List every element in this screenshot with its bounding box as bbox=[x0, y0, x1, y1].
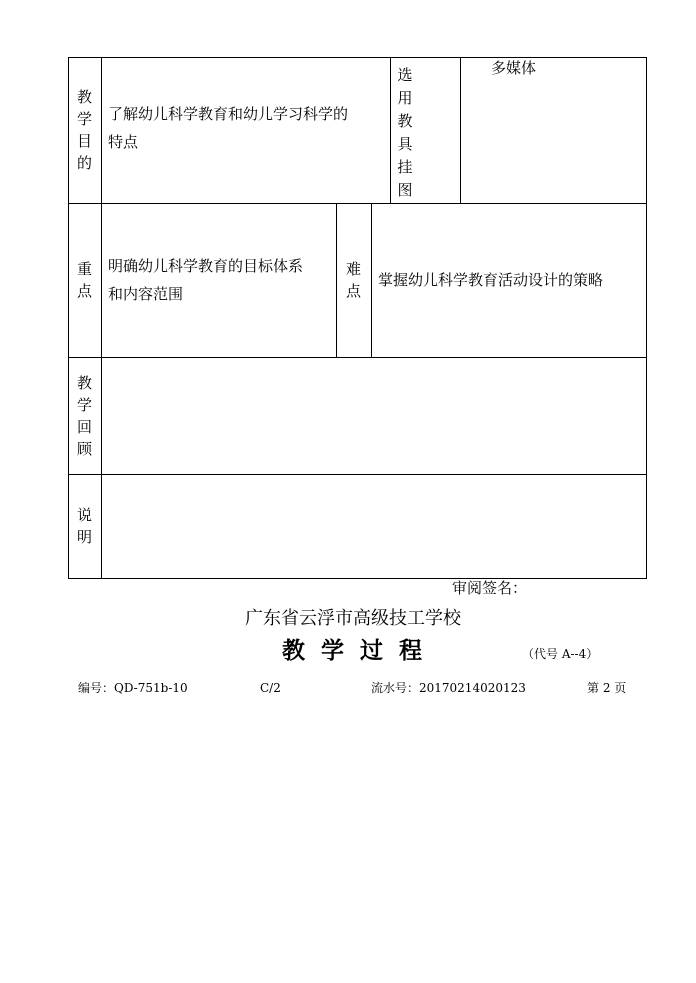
teaching-review-label: 教 学 回 顾 bbox=[76, 374, 92, 458]
difficulty-label: 难 点 bbox=[345, 260, 361, 300]
teaching-tools-value: 多媒体 bbox=[491, 59, 537, 77]
difficulty-content: 掌握幼儿科学教育活动设计的策略 bbox=[378, 271, 604, 289]
key-point-label: 重 点 bbox=[76, 260, 92, 300]
school-name: 广东省云浮市高级技工学校 bbox=[245, 608, 461, 629]
key-point-content: 明确幼儿科学教育的目标体系 和内容范围 bbox=[108, 257, 304, 303]
teaching-objective-content: 了解幼儿科学教育和幼儿学习科学的 特点 bbox=[108, 105, 349, 151]
footer-flow-number: 流水号：20170214020123 bbox=[371, 681, 526, 695]
doc-title: 教 学 过 程 bbox=[282, 637, 423, 664]
footer-serial: 编号：QD-751b-10 bbox=[78, 681, 188, 695]
teaching-tools-label: 选 用 教 具 挂 图 bbox=[397, 66, 413, 199]
row-divider-3 bbox=[68, 474, 647, 475]
row-divider-2 bbox=[68, 357, 647, 358]
review-signature: 审阅签名： bbox=[452, 579, 528, 597]
notes-label: 说 明 bbox=[76, 506, 92, 546]
footer-version: C/2 bbox=[260, 681, 281, 695]
teaching-objective-label: 教 学 目 的 bbox=[76, 88, 92, 172]
row2-divider-b bbox=[371, 203, 372, 357]
row-divider-1 bbox=[68, 203, 647, 204]
doc-code: （代号 A--4） bbox=[522, 647, 599, 661]
row1-divider-b bbox=[460, 57, 461, 203]
label-column-divider bbox=[101, 57, 102, 579]
footer-page-number: 第 2 页 bbox=[587, 681, 627, 695]
